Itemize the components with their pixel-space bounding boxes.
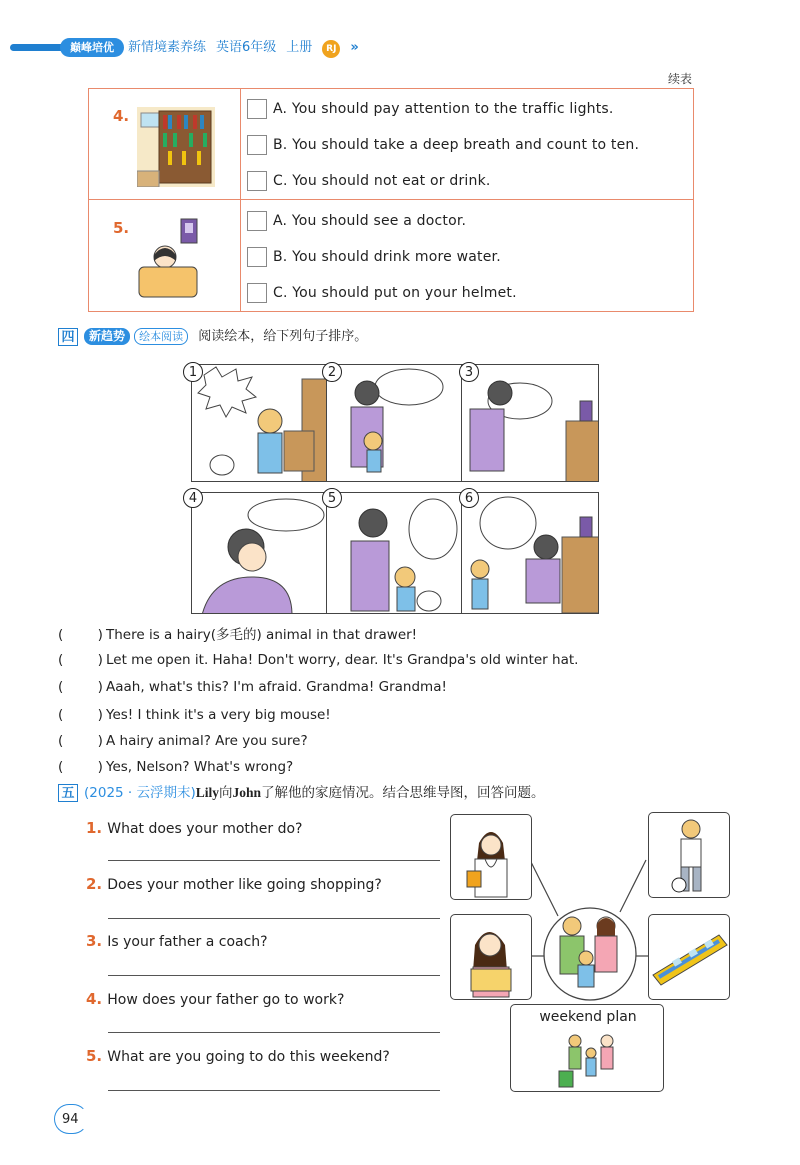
option-5b[interactable]: B. You should drink more water.	[247, 247, 501, 267]
question-item	[86, 989, 344, 1009]
question-number: 4.	[86, 990, 103, 1008]
question-item	[86, 931, 268, 951]
row-number: 4.	[113, 107, 130, 125]
answer-blank[interactable]: ( )	[58, 759, 103, 775]
instruction-text: 向	[219, 785, 233, 801]
continued-label: 续表	[667, 72, 692, 86]
question-item	[86, 818, 302, 838]
ordering-sentence[interactable]: ( ) Yes! I think it's a very big mouse!	[58, 707, 331, 723]
answer-blank[interactable]: ( )	[58, 652, 103, 668]
section-instruction: 阅读绘本，给下列句子排序。	[198, 329, 368, 344]
panel-number: 3	[459, 362, 479, 382]
answer-blank[interactable]: ( )	[58, 733, 103, 749]
brand-badge: 巅峰培优	[60, 38, 124, 57]
weekend-plan-label: weekend plan	[539, 1009, 637, 1025]
page-number: 94	[62, 1112, 79, 1127]
instruction-text: 了解他的家庭情况。结合思维导图，回答问题。	[261, 785, 545, 801]
answer-table	[88, 88, 694, 312]
question-number: 2.	[86, 875, 103, 893]
weekend-plan-box	[510, 1004, 664, 1092]
panel-number: 6	[459, 488, 479, 508]
answer-checkbox[interactable]	[247, 247, 267, 267]
panel-number: 2	[322, 362, 342, 382]
answer-line[interactable]	[108, 1032, 440, 1033]
doctor-mother-image	[450, 814, 532, 900]
comic-panel-2	[326, 364, 462, 482]
answer-checkbox[interactable]	[247, 283, 267, 303]
section-4-title	[84, 328, 367, 346]
option-4a[interactable]: A. You should pay attention to the traffic lights.	[247, 99, 614, 119]
panel-number: 4	[183, 488, 203, 508]
ordering-sentence[interactable]: ( ) There is a hairy(多毛的) animal in that drawer!	[58, 627, 418, 643]
ordering-sentence[interactable]: ( ) Let me open it. Haha! Don't worry, dear. It's Grandpa's old winter hat.	[58, 652, 579, 668]
sick-in-bed-illustration	[137, 217, 201, 301]
option-5a[interactable]: A. You should see a doctor.	[247, 211, 466, 231]
source-label: (2025 · 云浮期末)	[84, 785, 196, 801]
comic-panel-5	[326, 492, 462, 614]
answer-line[interactable]	[108, 860, 440, 861]
table-divider-vertical	[240, 89, 241, 311]
comic-panel-6	[461, 492, 599, 614]
new-trend-tag: 新趋势	[84, 328, 130, 345]
section-number: 四	[58, 328, 78, 346]
option-5c[interactable]: C. You should put on your helmet.	[247, 283, 517, 303]
table-divider-horizontal	[89, 199, 693, 200]
question-item	[86, 1046, 390, 1066]
question-number: 5.	[86, 1047, 103, 1065]
library-illustration	[137, 107, 215, 187]
answer-checkbox[interactable]	[247, 171, 267, 191]
volume-name: 上册	[286, 40, 313, 55]
panel-number: 5	[322, 488, 342, 508]
ordering-sentence[interactable]: ( ) A hairy animal? Are you sure?	[58, 733, 308, 749]
option-4c[interactable]: C. You should not eat or drink.	[247, 171, 491, 191]
question-text: What does your mother do?	[107, 821, 303, 837]
comic-panel-1	[191, 364, 327, 482]
train-image	[648, 914, 730, 1000]
answer-checkbox[interactable]	[247, 99, 267, 119]
picture-book-tag: 绘本阅读	[134, 328, 188, 345]
question-text: How does your father go to work?	[107, 992, 345, 1008]
row-number: 5.	[113, 219, 130, 237]
double-arrow-icon: »	[350, 40, 359, 55]
answer-checkbox[interactable]	[247, 211, 267, 231]
answer-blank[interactable]: ( )	[58, 679, 103, 695]
reading-mother-image	[450, 914, 532, 1000]
section-5-title	[84, 784, 545, 802]
series-name: 新情境素养练	[128, 40, 207, 55]
answer-line[interactable]	[108, 975, 440, 976]
question-number: 1.	[86, 819, 103, 837]
comic-panel-4	[191, 492, 327, 614]
question-text: What are you going to do this weekend?	[107, 1049, 390, 1065]
question-number: 3.	[86, 932, 103, 950]
answer-blank[interactable]: ( )	[58, 627, 103, 643]
section-number: 五	[58, 784, 78, 802]
football-father-image	[648, 812, 730, 898]
edition-badge: RJ	[322, 40, 340, 58]
panel-number: 1	[183, 362, 203, 382]
question-item	[86, 874, 382, 894]
answer-line[interactable]	[108, 1090, 440, 1091]
option-4b[interactable]: B. You should take a deep breath and count to ten.	[247, 135, 639, 155]
question-text: Does your mother like going shopping?	[107, 877, 382, 893]
name-lily: Lily	[195, 785, 220, 800]
course-name: 英语6年级	[216, 40, 277, 55]
ordering-sentence[interactable]: ( ) Yes, Nelson? What's wrong?	[58, 759, 294, 775]
answer-blank[interactable]: ( )	[58, 707, 103, 723]
answer-line[interactable]	[108, 918, 440, 919]
comic-panel-3	[461, 364, 599, 482]
question-text: Is your father a coach?	[107, 934, 268, 950]
name-john: John	[232, 785, 262, 800]
answer-checkbox[interactable]	[247, 135, 267, 155]
ordering-sentence[interactable]: ( ) Aaah, what's this? I'm afraid. Grandma! Grandma!	[58, 679, 447, 695]
header-title	[128, 38, 369, 58]
